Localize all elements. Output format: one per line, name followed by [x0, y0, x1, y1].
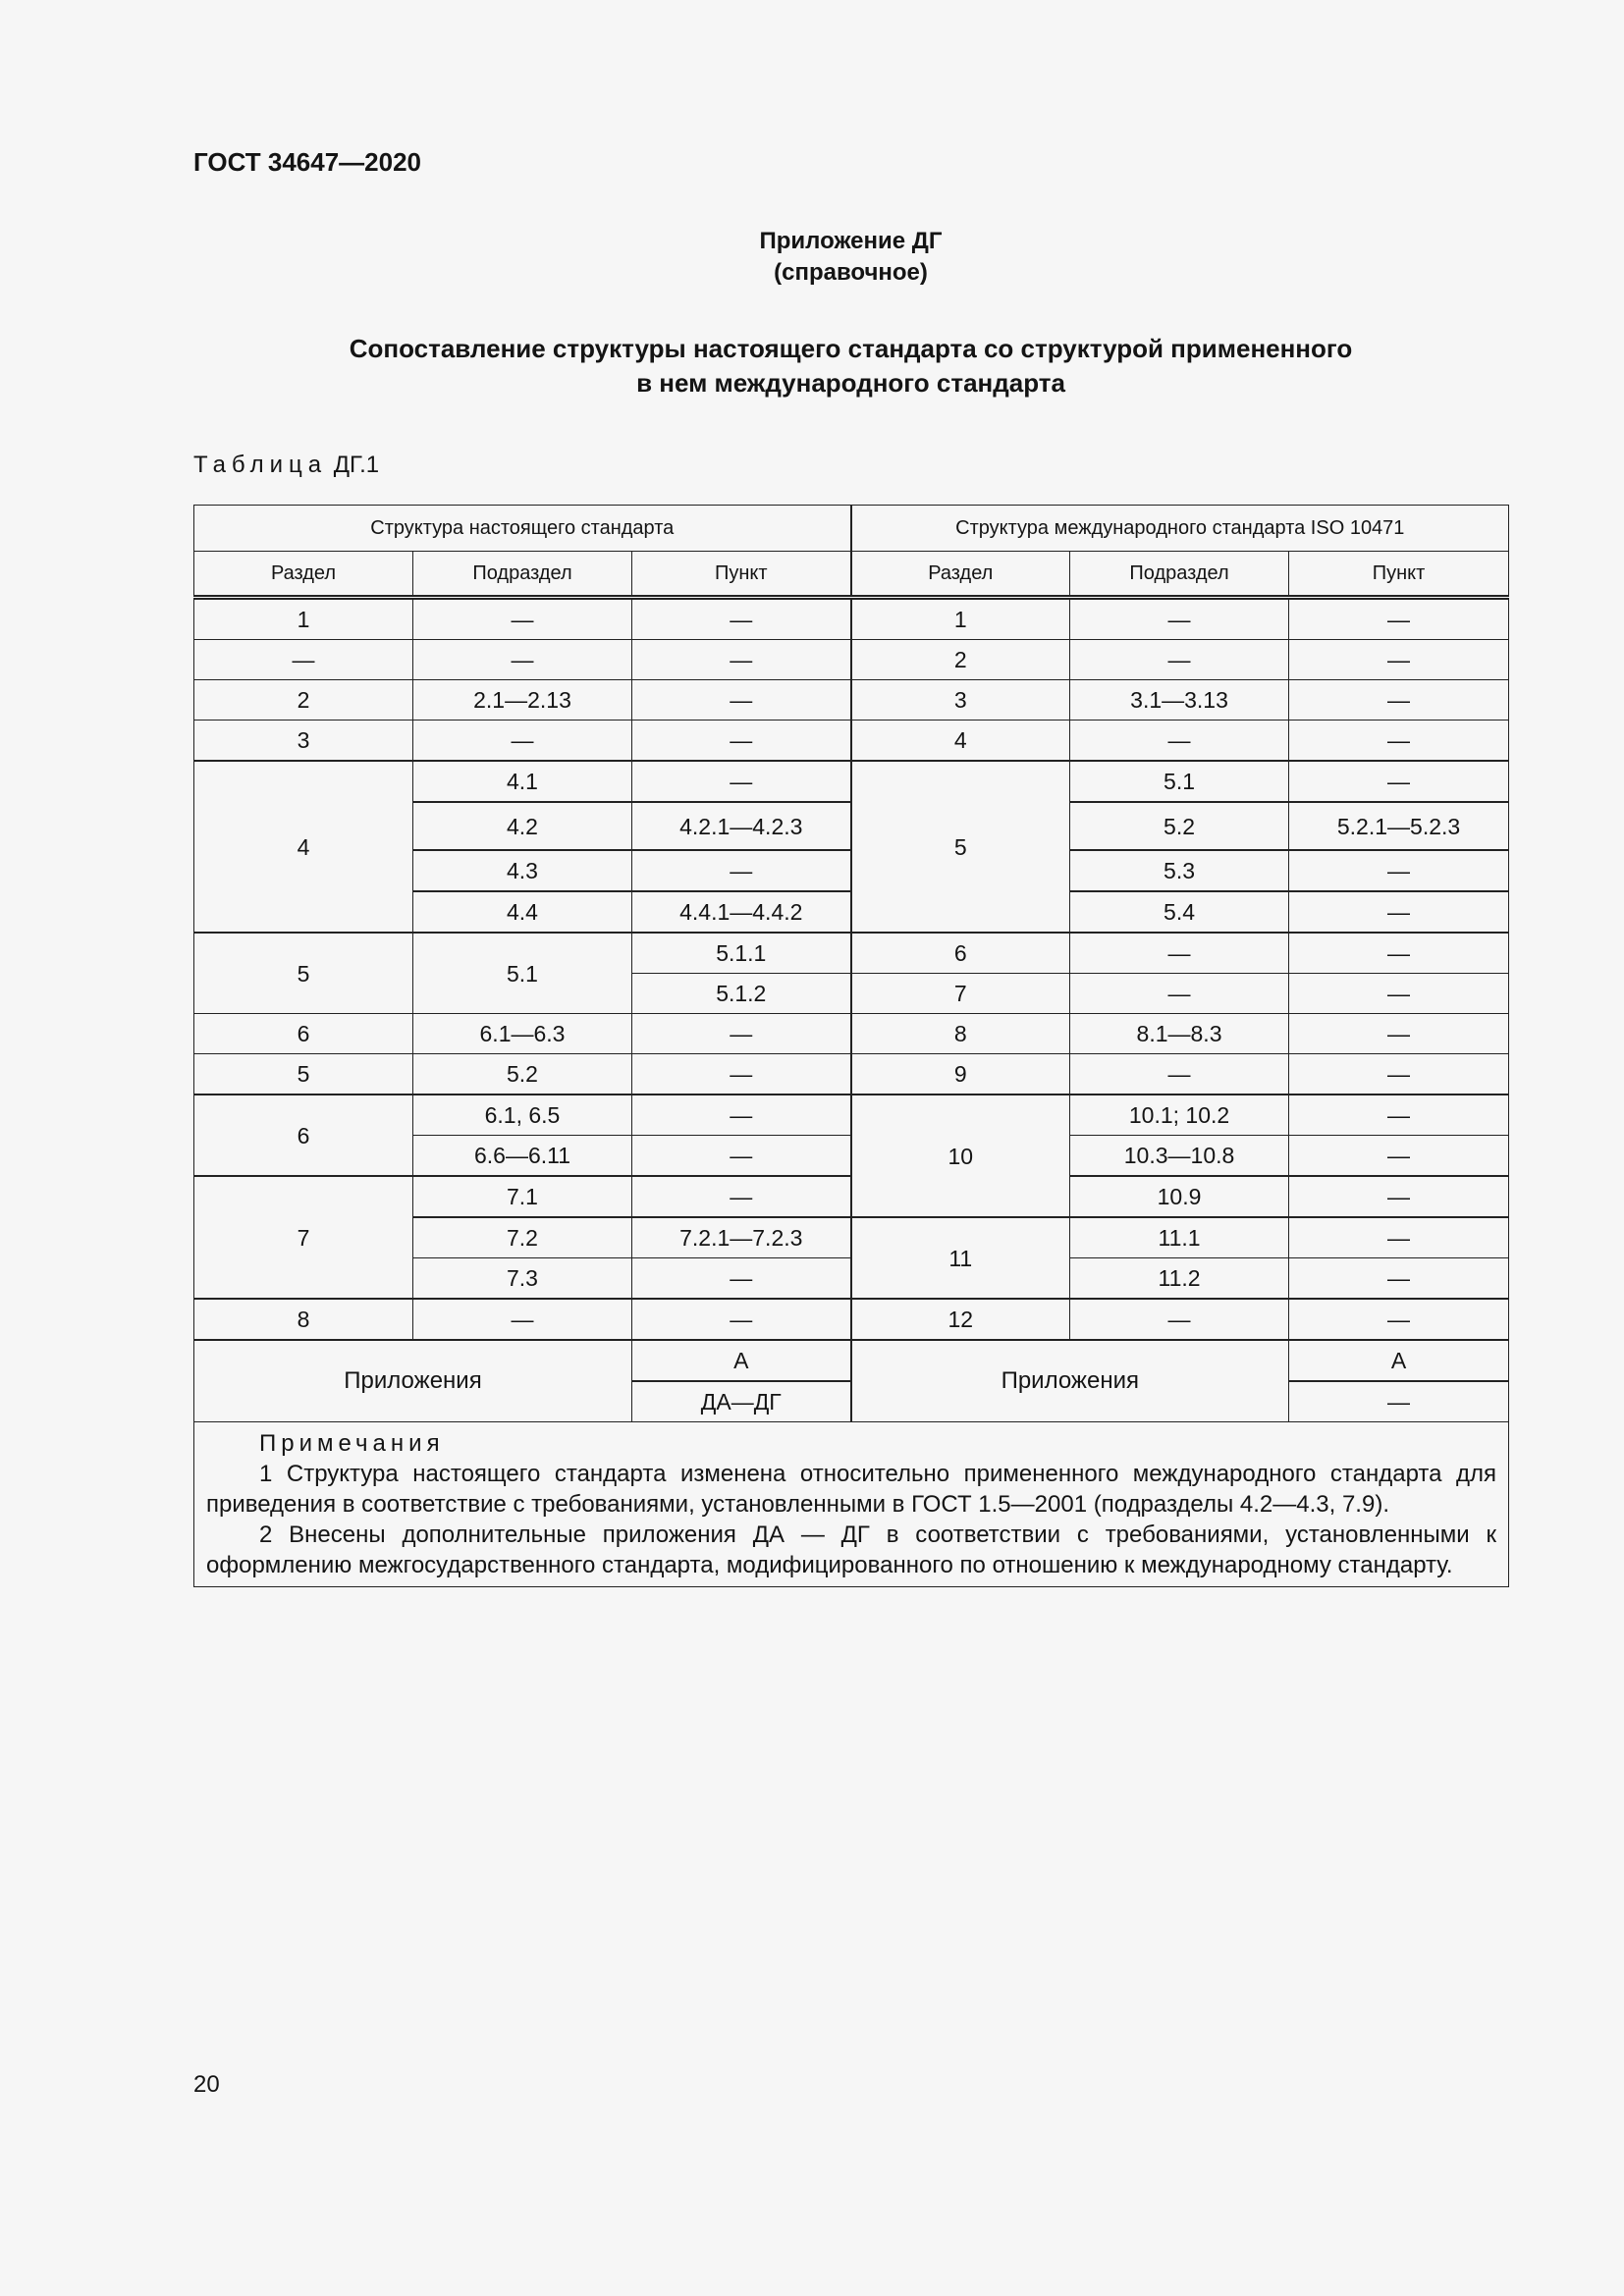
table-cell: 2.1—2.13 — [413, 680, 632, 721]
group-header-international: Структура международного стандарта ISO 10471 — [851, 506, 1509, 552]
table-row — [194, 1054, 1509, 1095]
table-cell: — — [1289, 933, 1509, 974]
table-cell: 7 — [194, 1176, 413, 1299]
table-cell: 5.2 — [413, 1054, 632, 1095]
column-header: Подраздел — [413, 552, 632, 598]
table-cell: 5.1.1 — [632, 933, 851, 974]
table-notes-row — [194, 1422, 1509, 1587]
notes-title: Примечания — [259, 1430, 445, 1457]
table-row — [194, 598, 1509, 640]
table-cell: — — [413, 598, 632, 640]
section-title-line2: в нем международного стандарта — [636, 368, 1065, 398]
table-cell: 1 — [851, 598, 1070, 640]
table-cell: — — [632, 1176, 851, 1217]
table-cell: 4.3 — [413, 850, 632, 891]
table-row — [194, 1299, 1509, 1340]
table-cell: 5.1 — [1070, 761, 1289, 802]
table-row — [194, 761, 1509, 802]
table-cell: 5.1 — [413, 933, 632, 1014]
table-cell: 5 — [194, 1054, 413, 1095]
table-cell: А — [632, 1340, 851, 1381]
table-cell: — — [1289, 1014, 1509, 1054]
table-cell: 7 — [851, 974, 1070, 1014]
table-cell: — — [1070, 1054, 1289, 1095]
structure-comparison-table — [193, 505, 1509, 1587]
table-cell: — — [1289, 761, 1509, 802]
table-cell: 5.2 — [1070, 802, 1289, 850]
table-cell: — — [1070, 598, 1289, 640]
table-cell: 8 — [851, 1014, 1070, 1054]
table-row — [194, 1014, 1509, 1054]
note-1: 1 Структура настоящего стандарта изменена относительно примененного международного стандарта для приведения в соответствие с требованиями, установленными в ГОСТ 1.5—2001 (подразделы 4.2—4.3, 7.9). — [206, 1461, 1497, 1518]
table-cell: 4 — [851, 721, 1070, 762]
table-caption-number: ДГ.1 — [333, 452, 380, 478]
table-cell: — — [194, 640, 413, 680]
table-cell: 5 — [851, 761, 1070, 933]
table-cell: — — [1289, 721, 1509, 762]
table-cell: А — [1289, 1340, 1509, 1381]
table-cell: 9 — [851, 1054, 1070, 1095]
table-cell: — — [413, 721, 632, 762]
table-cell: — — [1289, 974, 1509, 1014]
table-cell: — — [632, 850, 851, 891]
table-cell: — — [1070, 721, 1289, 762]
table-cell: 6 — [851, 933, 1070, 974]
table-cell: — — [632, 598, 851, 640]
table-cell: 5.1.2 — [632, 974, 851, 1014]
table-cell: 3.1—3.13 — [1070, 680, 1289, 721]
table-row — [194, 933, 1509, 974]
table-cell: — — [1289, 1054, 1509, 1095]
table-cell: 11.2 — [1070, 1258, 1289, 1300]
table-cell: — — [1070, 1299, 1289, 1340]
table-cell: 4.4.1—4.4.2 — [632, 891, 851, 933]
document-code: ГОСТ 34647—2020 — [193, 147, 421, 177]
table-cell: — — [1289, 640, 1509, 680]
table-notes — [194, 1422, 1509, 1587]
table-cell: 11 — [851, 1217, 1070, 1299]
table-cell: 5.2.1—5.2.3 — [1289, 802, 1509, 850]
table-caption — [193, 452, 379, 479]
column-header: Подраздел — [1070, 552, 1289, 598]
table-cell: 8 — [194, 1299, 413, 1340]
annex-label-current: Приложения — [194, 1340, 632, 1422]
table-cell: 10.1; 10.2 — [1070, 1095, 1289, 1136]
table-cell: 3 — [851, 680, 1070, 721]
table-cell: — — [632, 1054, 851, 1095]
column-header: Пункт — [632, 552, 851, 598]
table-cell: 2 — [851, 640, 1070, 680]
table-cell: 4.2 — [413, 802, 632, 850]
table-cell: 10.9 — [1070, 1176, 1289, 1217]
table-cell: — — [1070, 933, 1289, 974]
table-cell: 7.2.1—7.2.3 — [632, 1217, 851, 1258]
table-cell: — — [413, 1299, 632, 1340]
table-cell: 8.1—8.3 — [1070, 1014, 1289, 1054]
table-cell: — — [1289, 1217, 1509, 1258]
table-cell: 12 — [851, 1299, 1070, 1340]
table-cell: 5.3 — [1070, 850, 1289, 891]
group-header-current: Структура настоящего стандарта — [194, 506, 851, 552]
column-header: Пункт — [1289, 552, 1509, 598]
table-column-header-row — [194, 552, 1509, 598]
table-row — [194, 640, 1509, 680]
table-caption-prefix: Таблица — [193, 452, 328, 478]
table-cell: — — [632, 1258, 851, 1300]
note-2: 2 Внесены дополнительные приложения ДА — ДГ в соответствии с требованиями, установленными к оформлению межгосударственного стандарта, модифицированного по отношению к международному стандарту. — [206, 1522, 1497, 1578]
table-cell: 6.1—6.3 — [413, 1014, 632, 1054]
table-cell: 6 — [194, 1095, 413, 1176]
section-title-line1: Сопоставление структуры настоящего стандарта со структурой примененного — [349, 334, 1353, 363]
table-cell: — — [632, 761, 851, 802]
table-cell: 7.2 — [413, 1217, 632, 1258]
table-cell: 7.1 — [413, 1176, 632, 1217]
table-cell: — — [632, 680, 851, 721]
table-cell: — — [632, 640, 851, 680]
page-number: 20 — [193, 2071, 220, 2098]
table-cell: — — [1070, 640, 1289, 680]
table-cell: — — [632, 721, 851, 762]
table-cell: 11.1 — [1070, 1217, 1289, 1258]
table-row — [194, 1095, 1509, 1136]
table-cell: — — [1289, 1299, 1509, 1340]
table-cell: 6 — [194, 1014, 413, 1054]
annex-label-international: Приложения — [851, 1340, 1289, 1422]
appendix-status: (справочное) — [774, 259, 928, 286]
table-cell: 5 — [194, 933, 413, 1014]
table-cell: 6.6—6.11 — [413, 1136, 632, 1177]
table-cell: — — [1289, 850, 1509, 891]
table-cell: 3 — [194, 721, 413, 762]
table-cell: — — [1289, 1136, 1509, 1177]
table-cell: — — [1289, 680, 1509, 721]
table-cell: 2 — [194, 680, 413, 721]
table-cell: 10 — [851, 1095, 1070, 1217]
table-cell: 4.2.1—4.2.3 — [632, 802, 851, 850]
table-cell: 6.1, 6.5 — [413, 1095, 632, 1136]
table-cell: 4.4 — [413, 891, 632, 933]
table-cell: — — [632, 1095, 851, 1136]
table-cell: — — [1289, 598, 1509, 640]
table-cell: 5.4 — [1070, 891, 1289, 933]
table-row — [194, 680, 1509, 721]
table-cell: — — [1289, 1258, 1509, 1300]
table-cell: — — [632, 1014, 851, 1054]
table-cell: — — [1289, 1095, 1509, 1136]
table-cell: 4.1 — [413, 761, 632, 802]
appendix-title: Приложение ДГ — [759, 228, 943, 254]
table-cell: — — [413, 640, 632, 680]
table-cell: — — [1289, 1381, 1509, 1422]
table-cell: — — [1070, 974, 1289, 1014]
table-group-header-row — [194, 506, 1509, 552]
table-cell: — — [632, 1136, 851, 1177]
column-header: Раздел — [851, 552, 1070, 598]
table-cell: — — [632, 1299, 851, 1340]
table-cell: 7.3 — [413, 1258, 632, 1300]
table-cell: — — [1289, 1176, 1509, 1217]
column-header: Раздел — [194, 552, 413, 598]
table-cell: ДА—ДГ — [632, 1381, 851, 1422]
table-cell: 4 — [194, 761, 413, 933]
table-cell: 1 — [194, 598, 413, 640]
table-cell: 10.3—10.8 — [1070, 1136, 1289, 1177]
table-row-annexes — [194, 1340, 1509, 1381]
table-cell: — — [1289, 891, 1509, 933]
table-row — [194, 721, 1509, 762]
